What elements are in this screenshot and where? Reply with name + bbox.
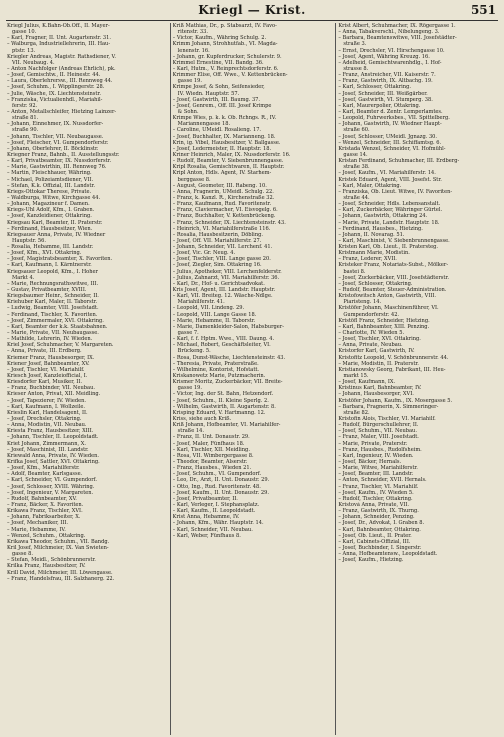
- directory-entry-line: – Josef, Magistratsbeamter, X. Favoriten.: [7, 256, 113, 263]
- directory-entry-line: – Franz, Handelsfrau, III. Salzhanerg. 22.: [7, 575, 115, 582]
- directory-entry-line: – Josef, Tischler, VI. Mariahilf.: [7, 366, 85, 373]
- directory-entry-line: – Karl, Maurerpolier, Ottakring.: [338, 102, 421, 109]
- directory-entry-line: Kriner Heinrich, Maler, IX. Nussdorferstr. 16.: [172, 151, 291, 158]
- directory-entry-line: – Victor, Kaufm., Währing Schulg. 2.: [172, 35, 267, 42]
- directory-entry-line: – Laura, Oberlehrersw., III. Rennweg 44.: [7, 78, 113, 85]
- directory-entry-line: – Michael, Robert, Geschäftsleiter, VI.: [172, 342, 271, 349]
- directory-entry-line: gasse 7.: [177, 330, 199, 337]
- directory-entry-line: – Josef, Zuckerbäcker, VIII. Josefstädterstr.: [338, 274, 449, 281]
- directory-entry-line: – Rudolf, Beamter, V. Siebenbrunnengasse.: [172, 158, 284, 165]
- directory-entry-line: Kristöfl Franz, Schneider, Hietzing.: [338, 317, 430, 324]
- directory-entry-line: ferstr. 92.: [12, 102, 38, 109]
- directory-entry-line: Kriegsauer Leopold, Kfm., I. Hoher: [7, 268, 98, 275]
- directory-entry-line: Kriewald Anna, Private, IV. Wieden.: [7, 452, 100, 459]
- directory-entry-line: – Stefan, K.k. Offizial, III. Landstr.: [7, 182, 95, 189]
- directory-entry-line: – Karl, Schneider, VI. Gumpendorf.: [7, 477, 97, 484]
- directory-entry-line: – Franz, Buchhalter, V. Kettenbrückeng.: [172, 213, 276, 220]
- directory-entry-line: – Franz, k. Kanzl. R., Kirchenstraße 32.: [172, 194, 275, 201]
- directory-entry-line: strasse 8.: [343, 65, 369, 72]
- directory-entry-line: – Rosa, Dunst-Wäsche, Liechtensteinstr. 43.: [172, 354, 286, 361]
- directory-entry-line: – Ernst, Drechsler, VI. Hirschengasse 10.: [338, 47, 445, 54]
- directory-entry-line: straße 44.: [343, 194, 370, 201]
- directory-entry-line: – Josef, Gastwirth, VI. Stumperg. 38.: [338, 96, 433, 103]
- directory-entry-line: – Marie, Rechnungsrathswitwe, III.: [7, 280, 99, 287]
- directory-entry-line: – Anna, Tabakverschl., Nibelungeng. 3.: [338, 29, 440, 36]
- column-3: [336, 23, 501, 735]
- directory-entry-line: – Heinrich, VI. Mariahilferstraße 116.: [172, 225, 271, 232]
- directory-entry-line: Krikawa Franz, Tischler, XVI.: [7, 508, 83, 515]
- directory-entry-line: – Josef, Off. VII. Mariahilferstr. 27.: [172, 237, 262, 244]
- directory-entry-line: – Gustav, Privatbeamter, XVIII.: [7, 287, 87, 294]
- directory-entry-line: – Josef, Ingenieur, V. Margareten.: [7, 489, 94, 496]
- directory-entry-line: Kriegsbaumer Heinr., Schneider, II.: [7, 293, 99, 300]
- directory-entry-line: – Franz, Hausbes., Wieden 21.: [172, 465, 252, 472]
- directory-entry-line: Kristöfer Johann, Maschinenführer, VI.: [338, 305, 439, 312]
- directory-entry-line: – Johann, Gastwirth, Ottakring 24.: [338, 213, 428, 220]
- directory-entry-line: – Franz, Hausbes., Rudolfsheim.: [338, 446, 422, 453]
- directory-entry-line: – Josef, Agent, Währing Kreuzg. 16.: [338, 53, 430, 60]
- directory-entry-line: – Anna, Private, III. Erdberg.: [7, 348, 82, 355]
- directory-entry-line: – Karl, Ingenieur, IV. Wieden.: [338, 452, 414, 459]
- directory-entry-line: – Josef, Fleischer, VI. Gumpendorferstr.: [7, 139, 109, 146]
- directory-entry-line: – Johann, Tischler, II. Leopoldstadt.: [7, 434, 99, 441]
- directory-entry-line: Kriener Josef, Bahnbeamter, XV.: [7, 360, 90, 367]
- directory-entry-line: Kriel Josef, Schuhmacher, V. Margareten.: [7, 342, 114, 349]
- directory-entry-line: – Josef, Privatbeamter, II.: [172, 495, 238, 502]
- directory-entry-line: – Franz, Bäcker, X. Favoriten.: [7, 501, 84, 508]
- directory-entry-line: Krist Albert, Schuhmacher, IX. Rögergasse 1.: [338, 23, 456, 29]
- directory-entry-line: – Leopold, VII. Lindeng. 29.: [172, 305, 245, 312]
- directory-entry-line: – Julius, Zahnarzt, VII. Mariahilferstr. 36.: [172, 274, 280, 281]
- directory-entry-line: – Josef, Ob. Lieut., II. Prater.: [338, 532, 412, 539]
- directory-entry-line: gasse 19.: [177, 78, 202, 85]
- directory-entry-line: markt 15.: [343, 373, 369, 380]
- directory-entry-line: – Franz, Maler, VIII. Josefstadt.: [338, 434, 419, 441]
- directory-entry-line: – Marie, Hebamme, II. Taborstr.: [172, 317, 256, 324]
- directory-entry-line: – Johann, Oberlehrer, II. Böcklinstr.: [7, 145, 99, 152]
- directory-entry-line: – Karl, Zuckerbäcker, Währinger Gürtel.: [338, 207, 443, 214]
- directory-entry-line: – Franziska, Victualienhdl., Mariahil-: [7, 96, 103, 103]
- directory-entry-line: – Victor, Ing. der St. Bahn, Hetzendorf.: [172, 391, 274, 398]
- directory-entry-line: Kriet Johann, Zimmermann, X.: [7, 440, 86, 447]
- directory-entry-line: – Anton, Metallschleifer, Hietzing Lainzer-: [7, 108, 117, 115]
- directory-entry-line: – Franziska, Ob. Lieut. Witwe, IV. Favoriten-: [338, 188, 453, 195]
- directory-entry-line: – Johann, Schneider, Penzing.: [338, 514, 415, 521]
- directory-entry-line: – Martin, Fleischhauer, Währing.: [7, 170, 92, 177]
- directory-entry-line: Kriß Mathias, Dr., p. Stabsarzt, IV. Favo-: [172, 23, 277, 29]
- directory-entry-line: Krilka Franz, Hausbesitzer, IV.: [7, 563, 86, 570]
- directory-entry-line: – Karl, Cabinets-Offizial, III.: [338, 538, 411, 545]
- directory-entry-line: Kriegsauer Anna, Private, IV. Wiedner: [7, 231, 106, 238]
- directory-entry-line: – Anna, Fragnerin, UMeidl. Schulg. 22.: [172, 188, 274, 195]
- directory-entry-line: gasse 10.: [12, 29, 37, 36]
- directory-entry-line: – Wenzel, Schuhm., Ottakring.: [7, 532, 86, 539]
- directory-entry-line: – Leopold, Fuhrwerksbes., VII. Spittelberg.: [338, 115, 450, 122]
- directory-entry-line: – Josef, Kaufm., IV. Wieden 5.: [338, 489, 414, 496]
- directory-entry-line: gasse 8.: [12, 551, 34, 558]
- directory-entry-line: – Karl, Bahnbeamter, Ottakring.: [338, 526, 421, 533]
- directory-entry-line: – Johann, Kfm., Währ. Hauptstr. 14.: [172, 520, 264, 527]
- directory-entry-line: bastei 8.: [343, 268, 366, 275]
- directory-entry-line: – Theodor, Beamter, Alserstr.: [172, 458, 248, 465]
- directory-entry-line: & Sohn.: [177, 108, 199, 115]
- directory-entry-line: Kristöfer Johann, Kaufm., IX. Mosergasse 5.: [338, 397, 453, 404]
- directory-entry-line: – Josef, Schneider, Hdls. Lebensanstalt.: [338, 201, 441, 208]
- directory-entry-line: Kristan Ferdinand, Schuhmacher, III. Erdberg-: [338, 158, 460, 165]
- directory-entry-line: Kristek Eduard, Agent, VIII. Josefst. Str.: [338, 176, 442, 183]
- directory-entry-line: Kristada Wenzel, Schneider, VI. Hofmühl-: [338, 145, 446, 152]
- directory-entry-line: Kriesta Franz, Hausbesitzer, XIII.: [7, 428, 94, 435]
- directory-entry-line: Kriskanowetz Marie, Putzmacherin.: [172, 373, 266, 380]
- directory-entry-line: – Josef, Kfm., XVI. Ottakring.: [7, 250, 82, 257]
- directory-entry-line: – Karl, Verleger, I. Stephansplatz.: [172, 501, 260, 508]
- directory-entry-line: – Karl, Kaufmann, I. Kärntnerstr.: [7, 262, 92, 269]
- directory-entry-line: – Theresia, Private, Praterstraße.: [172, 360, 259, 367]
- directory-entry-line: Kriß Johann, Hofbeamter, VI. Mariahilfer-: [172, 422, 281, 429]
- directory-entry-line: – Karl, Privatbeamter, IX. Nussdorferstr.: [7, 158, 112, 165]
- directory-entry-line: Kriss, siehe auch Kriß.: [172, 416, 232, 422]
- directory-entry-line: – Josef, Tischler, XVI. Ottakring.: [338, 336, 421, 343]
- directory-entry-line: – Wilhelm, Gastwirth, II. Augartenstr. 8.: [172, 403, 276, 410]
- directory-entry-line: – Karl, Schneider, VII. Neubau.: [172, 526, 253, 533]
- directory-entry-line: – Franz, II. Unt. Donaustr. 29.: [172, 434, 250, 441]
- directory-entry-line: – Josef, Maschinist, III. Landstr.: [7, 446, 89, 453]
- directory-entry-line: – Franz, Gastwirth, IX. Thurng.: [338, 508, 419, 515]
- directory-entry-line: – Josef, Schneider, III. Weißgärber.: [338, 90, 428, 97]
- directory-entry-line: – Anna, Private, Neubau.: [338, 342, 403, 349]
- directory-entry-line: – Mathilde, Lehrerin, IV. Wieden.: [7, 336, 93, 343]
- directory-entry-line: Kriegsau Karl, Beamter, II. Praterstr.: [7, 219, 103, 226]
- directory-entry-line: gasse 19.: [177, 385, 202, 392]
- directory-entry-line: – Karl, Weber, Fünfhaus 8.: [172, 532, 241, 539]
- directory-entry-line: Hauptstr. 56.: [12, 237, 46, 244]
- directory-entry-line: Kriegs-Ottokar Therese, Private.: [7, 188, 92, 195]
- directory-entry-line: – Barbara, Beamtenswitwe, VIII. Josefstädter-: [338, 35, 457, 42]
- directory-entry-line: straße 3.: [343, 41, 367, 48]
- directory-entry-line: – Johann, gr. Kupferdrucker, Schulerstr. 9.: [172, 53, 282, 60]
- directory-entry-line: Piaristeng. 14.: [343, 299, 382, 306]
- directory-entry-line: Kriesdorfer Karl, Musiker, II.: [7, 379, 82, 386]
- directory-entry-line: – Julius, Apotheker, VIII. Lerchenfelderstr.: [172, 268, 282, 275]
- directory-entry-line: – Karl, Beamter d. Zentr. Lemperlamtes.: [338, 108, 443, 115]
- directory-entry-line: – Josef, Schuhm., VI. Gumpendorf.: [172, 471, 262, 478]
- directory-entry-line: – Karl, Tischler, XII. Meidling.: [172, 446, 250, 453]
- directory-entry-line: – Josef, Kfm., Mariahilferstr.: [7, 465, 80, 472]
- directory-entry-line: – Franz, Kaufmann, Rud. Favoritenstr.: [172, 201, 272, 208]
- directory-entry-line: straße 38.: [343, 164, 370, 171]
- directory-entry-line: – Karl, Bahnbeamter, XIII. Penzing.: [338, 323, 430, 330]
- directory-entry-line: – Marie, Modistin, II. Praterstr.: [338, 360, 419, 367]
- directory-entry-line: – Josef, Gemischtw., II. Heinestr. 44.: [7, 72, 101, 79]
- directory-entry-line: Krimpe Wies, p. k. k. Ob. Rchngs. R., IV.: [172, 115, 277, 122]
- directory-entry-line: – Johann, II. Novarag. 51.: [338, 231, 405, 238]
- directory-entry-line: – Rudolf, Tischler, Ottakring.: [338, 495, 413, 502]
- directory-entry-line: – Adolf, Beamter, Karlsgasse.: [7, 471, 83, 478]
- directory-entry-line: – Karl, Schlosser, Ottakring.: [338, 84, 411, 91]
- directory-entry-line: – Charlotte, IV. Wieden 5.: [338, 330, 405, 337]
- directory-entry-line: – Johann, Tischler, VII. Neubaugasse.: [7, 133, 104, 140]
- directory-entry-line: – Karl, Maler, Ottakring.: [338, 182, 402, 189]
- directory-entry-line: Krimmel Ernestine, VII. Bandg. 36.: [172, 59, 264, 66]
- directory-entry-line: straße 60.: [343, 127, 370, 134]
- directory-entry-line: Krieser Anton, Privat, XII. Meidling.: [7, 391, 101, 398]
- directory-entry-line: – Josef, Buchhalter, IX. Marianneng. 18.: [172, 133, 276, 140]
- directory-entry-line: – Franz, Lederer, XVII.: [338, 256, 397, 263]
- directory-entry-line: – Josef, Zimmermaler, XVI. Ottakring.: [7, 317, 104, 324]
- directory-entry-line: – Karl, Fragner, II. Unt. Augartenstr. 31.: [7, 35, 112, 42]
- directory-entry-line: – Josef, Schlosser, Ottakring.: [338, 280, 413, 287]
- directory-entry-line: Krill David, Milchmeier, III. Löwengasse.: [7, 569, 113, 576]
- column-2: [171, 23, 337, 735]
- directory-entry-line: – Josef, Ledermeister, II. Hauptstr. 18.: [172, 145, 272, 152]
- directory-entry-line: Krisping Eduard, V. Hartmanng. 12.: [172, 409, 266, 416]
- directory-entry-line: – Karl, Beamter der k.k. Staatsbahnen.: [7, 323, 108, 330]
- directory-entry-line: VII. Neubaug. 4.: [12, 59, 55, 66]
- columns: [5, 23, 501, 735]
- directory-entry-line: – Ferdinand, Tischler, X. Favoriten.: [7, 311, 98, 318]
- directory-entry-line: Kris Josef, Agent, III. Landstr. Hauptstr.: [172, 287, 276, 294]
- directory-entry-line: ptstr. 13.: [12, 47, 36, 54]
- column-1: [5, 23, 171, 735]
- directory-entry-line: IV. Wiedn. Hauptstr. 57.: [177, 90, 240, 97]
- directory-entry-line: – Franz, Schneider, IX. Liechtensteinstr. 43.: [172, 219, 286, 226]
- directory-entry-line: – Josef, Tapezierer, IV. Wieden.: [7, 397, 87, 404]
- directory-entry-line: – Adelheid, Gemischtwarenhdlg., I. Hof-: [338, 59, 442, 66]
- directory-entry-line: gasse 14.: [343, 151, 368, 158]
- directory-entry-line: – Karl, f. f. Hptm. Wwe., VIII. Daung. 4.: [172, 336, 275, 343]
- directory-entry-line: – Wenzel, Schneider, III. Schiffamtsg. 6.: [338, 139, 442, 146]
- directory-entry-line: – Johann, Gastwirth, IV. Wiedner Haupt-: [338, 121, 442, 128]
- directory-entry-line: – Josef, Genrem., Off. III. Josef Krimpe: [172, 102, 272, 109]
- directory-entry-line: straße 82.: [343, 409, 370, 416]
- directory-entry-line: – Josef, Maler, Fünfhaus 18.: [172, 440, 245, 447]
- directory-entry-line: – Franz, Buchbinder, VII. Neubau.: [7, 385, 95, 392]
- header-rule: [6, 20, 498, 21]
- directory-entry-line: Kriegl Julius, K.Bahn-Ob.Off., II. Mayer-: [7, 23, 110, 29]
- directory-entry-line: Krikawa Theodor, Schuhm., VII. Bandg.: [7, 538, 110, 545]
- directory-entry-line: Kripl Anton, Hdls. Agent, IV. Starhem-: [172, 170, 272, 177]
- directory-entry-line: Krismer Moritz, Zuckerbäcker, VII. Breite-: [172, 379, 283, 386]
- directory-entry-line: – Josef, Schuhm., VII. Neubau.: [338, 428, 417, 435]
- directory-entry-line: – Franz, Claviermacher, VI. Eisvogelg. 6.: [172, 207, 278, 214]
- directory-entry-line: – Josef, Buchbinder, I. Singerstr.: [338, 544, 422, 551]
- directory-entry-line: – Walburga, Industriellehrerin, III. Hau-: [7, 41, 111, 48]
- directory-entry-line: straße 81.: [12, 115, 39, 122]
- directory-entry-line: – Josef, Kaufm., VI. Mariahilferstr. 14.: [338, 170, 436, 177]
- directory-entry-line: – Josef, Dr., Advokat, I. Graben 8.: [338, 520, 425, 527]
- directory-entry-line: Krimmer Elise, Off. Wwe., V. Kettenbrücken-: [172, 72, 288, 79]
- directory-entry-line: Kristofitz Leopold, V. Schönbrunnerstr. 44.: [338, 354, 449, 361]
- directory-entry-line: – Marie, Private, VII. Neubaugasse.: [7, 330, 99, 337]
- directory-entry-line: – Marie, Private, Praterstr.: [338, 440, 408, 447]
- directory-entry-line: lenenstr. 16.: [177, 47, 210, 54]
- directory-entry-line: – Josef, Schuhm., I. Wipplingerstr. 28.: [7, 84, 105, 91]
- directory-entry-line: – Julie, Wäsche, IX. Liechtensteinstr.: [7, 90, 101, 97]
- directory-entry-line: – Josef, Schuhm., II. Kleine Sperlg. 2.: [172, 397, 269, 404]
- directory-entry-line: – Karl, Kaufm., II. Leopoldstadt.: [172, 508, 256, 515]
- directory-entry-line: Krimpe Josef, & Sohn, Seifensieder,: [172, 84, 265, 91]
- directory-entry-line: Krifka Josef, Sattler, XVI. Ottakring.: [7, 458, 100, 465]
- directory-entry-line: – Anna, Modistin, VII. Neubau.: [7, 422, 87, 429]
- directory-entry-line: Kristen Karl, Ob. Lieut., II. Pratersteg.: [338, 244, 439, 251]
- directory-entry-line: Kristorfer Karl, Gastwirth, IV.: [338, 348, 415, 355]
- directory-entry-line: Krist Anna, Hebamme, IV.: [172, 514, 240, 521]
- directory-entry-line: – Josef, Schlosser, UMeidl. Jgnazg. 30.: [338, 133, 438, 140]
- directory-entry-line: Kriegler Andreas, Magistr. Rathsdiener, V.: [7, 53, 116, 60]
- directory-entry-line: – Wilhelmine, Kontorist, Hofstatt.: [172, 366, 260, 373]
- directory-entry-line: – Leo, Dr., Arzt, II. Unt. Donaustr. 29.: [172, 477, 270, 484]
- directory-entry-line: Krieslin Karl, Handelsagent, II.: [7, 409, 88, 416]
- directory-entry-line: – Ferdinand, Hausbes., Hietzing.: [338, 225, 423, 232]
- directory-entry-line: Kriemer Franz, Hausbesorger, IX.: [7, 354, 95, 361]
- directory-entry-line: Gumpendorferstr. 42.: [343, 311, 400, 318]
- directory-entry-line: Kriegner Franz, Bahnb., II. Ausstellungsstr.: [7, 151, 120, 158]
- directory-entry-line: Krin, ig. Vibel, Hausbesitzer, V. Ballgasse.: [172, 139, 281, 146]
- directory-entry-line: – Josef, Kaufmann, IX.: [338, 379, 396, 386]
- directory-entry-line: – Marie, Gastwirthin, III. Rennweg 76.: [7, 164, 107, 171]
- directory-entry-line: – Anton Nachfolger (Andreas Ehrlich), pk.: [7, 65, 116, 72]
- directory-entry-line: – Rosalia, Hausbesitzerin, Döbling.: [172, 231, 263, 238]
- directory-entry-line: ritenstr. 33.: [177, 29, 208, 36]
- directory-entry-line: – Josef, Ziegler, Sim. Ottakring 16.: [172, 262, 262, 269]
- directory-entry-line: – Franz, Anstreicher, VII. Kaiserstr. 7.: [338, 72, 436, 79]
- directory-entry-line: Kriesch Josef, Kanzleiofficial, I.: [7, 373, 88, 380]
- directory-entry-line: berggasse 8.: [177, 176, 211, 183]
- directory-entry-line: – Josef, Kaufm., Hietzing.: [338, 557, 404, 564]
- directory-entry-line: – Johann, Einnehmer, IX. Nussdorfer-: [7, 121, 104, 128]
- directory-entry-line: – Josef, Kaufm., II. Unt. Donaustr. 29.: [172, 489, 269, 496]
- directory-entry-line: – Josef, Tischler, VIII. Lange gasse 20.: [172, 256, 271, 263]
- directory-entry-line: – Josef, Drechsler, Ottakring.: [7, 416, 82, 422]
- directory-entry-line: Krimm Johann, Strohhutfab., VI. Magda-: [172, 41, 278, 48]
- directory-entry-line: – Franz, Gastwirth, IX. Altbachg. 19.: [338, 78, 433, 85]
- directory-entry-line: – Johann, Hausbesorger, XVI.: [338, 391, 414, 398]
- directory-entry-line: – Franz, Tischler, VI. Mariahilf.: [338, 483, 419, 490]
- directory-entry-line: Kristofin Alois, Tischler, VI. Mariahilf.: [338, 416, 436, 422]
- directory-entry-line: – Rosalia, Hebamme, III. Landstr.: [7, 244, 94, 251]
- directory-entry-line: Kristmann Marie, Modistin.: [338, 250, 410, 257]
- directory-entry-line: – Marie, Witwe, Mariahilferstr.: [338, 465, 418, 472]
- directory-entry-line: – Rosa, VII. Wimbergergasse 8.: [172, 452, 254, 459]
- directory-entry-line: – Rudolf, Bürgerschullehrer, II.: [338, 422, 419, 429]
- directory-entry-line: – Leopold, VIII. Lange Gasse 18.: [172, 311, 257, 318]
- directory-entry-line: Kripl Rosalia, Gemischtwaren, II. Hauptstr.: [172, 164, 285, 171]
- directory-entry-line: Kriehuber Karl, Maler, II. Taborstr.: [7, 299, 98, 306]
- directory-entry-line: – Josef, Bäcker, Hernals.: [338, 458, 402, 465]
- page-header: [6, 3, 498, 19]
- directory-entry-line: – Michael, Polizeiamtsdiener, VII.: [7, 176, 94, 183]
- directory-entry-line: – Johann, Schneider, VII. Lerchenf. 41.: [172, 244, 273, 251]
- directory-entry-line: – Anna, Hofbeamtensw., Leopoldstadt.: [338, 551, 438, 558]
- directory-entry-line: – Rudolf, Bahnbeamter, XV.: [7, 495, 77, 502]
- directory-entry-line: Kril Josef, Milchmeier, IX. Van Swieten-: [7, 544, 109, 551]
- directory-entry-line: – Marie, Hebamme, IV.: [7, 526, 66, 533]
- running-title: Kriegl — Krist.: [198, 3, 306, 17]
- directory-entry-line: straße 14.: [177, 428, 204, 435]
- page-number: 551: [470, 3, 496, 17]
- directory-entry-line: – Rudolf, Beamter, Steuer-Administration.: [338, 287, 447, 294]
- directory-entry-line: – Karl, VII. Breiteg. 12. Wäsche-Ndlge.: [172, 293, 273, 300]
- directory-entry-line: Mariahilferstr. 41.: [177, 299, 225, 306]
- directory-entry-line: Kristová Anna, Private, VII.: [338, 501, 410, 508]
- directory-entry-line: – Josef, Beamter, III. Landstr.: [338, 471, 414, 478]
- directory-entry-line: – Otto, Ing., Rud. Favoritenstr. 48.: [172, 483, 261, 490]
- directory-entry-line: Brückeng. 5.: [177, 348, 211, 355]
- directory-entry-line: – Marie, Private, Landstr. Hauptstr. 18.: [338, 219, 440, 226]
- directory-entry-line: – Karl, Hutm., V. Reinprechtsdorferstr. 6.: [172, 65, 279, 72]
- directory-entry-line: Kriegs-Uhl Adolf, Kfm., I. Graben.: [7, 207, 95, 214]
- directory-entry-line: – Ludwig, Beamter, VIII. Josefstadt.: [7, 305, 99, 312]
- directory-entry-line: – Anton, Schneider, XVII. Hernals.: [338, 477, 427, 484]
- directory-entry-line: Markt 4.: [12, 274, 35, 281]
- directory-entry-line: Mariannengasse 18.: [177, 121, 231, 128]
- directory-entry-line: – Josef, Mechaniker, III.: [7, 520, 69, 527]
- directory-entry-line: Kristinus Karl, Bahnbeamter, IV.: [338, 385, 422, 392]
- directory-entry-line: Kristofowitsch Anton, Gastwirth, VIII.: [338, 293, 436, 300]
- directory-entry-line: – Josef, Gastwirth, III. Baumg. 37.: [172, 96, 261, 103]
- directory-entry-line: – Karl, Kaufmann, I. Wollzeile.: [7, 403, 86, 410]
- directory-entry-line: – Josef, Kanzleidiener, Ottakring.: [7, 213, 92, 220]
- directory-entry-line: Kristianowsky Georg, Fabrikant, III. Heu-: [338, 366, 446, 373]
- directory-entry-line: – August, Geometer, III. Rabeng. 10.: [172, 182, 267, 189]
- directory-entry-line: – Josef, Vic. Gr. Neug. 4.: [172, 250, 236, 257]
- directory-entry-line: – Josef, Schlosser, XVIII. Währing.: [7, 483, 95, 490]
- directory-entry-line: Kristeker Franz, Notariats-Subst., Mölker-: [338, 262, 449, 269]
- directory-entry-line: – Karl, Maschinist, V. Siebenbrunnengasse.: [338, 237, 450, 244]
- directory-entry-line: – Waldburga, Witwe, Kirchgasse 44.: [7, 194, 101, 201]
- directory-entry-line: – Karl, Dr., Hof- u. Gerichtsadvokat.: [172, 280, 265, 287]
- directory-entry-line: – Caroline, UMeidl. Rosalieng. 17.: [172, 127, 262, 134]
- directory-entry-line: – Stefan, Meidl., Schönbrunnerstr.: [7, 557, 96, 564]
- directory-entry-line: straße 90.: [12, 127, 39, 134]
- directory-entry-line: – Marie, Damenkleider-Salon, Habsburger-: [172, 323, 284, 330]
- directory-entry-line: – Johann, Fabriksarbeiter, X.: [7, 514, 81, 521]
- directory-entry-line: – Ferdinand, Hausbesitzer, Wien.: [7, 225, 93, 232]
- directory-entry-line: – Johann, Magazineur f. Damen.: [7, 201, 90, 208]
- directory-entry-line: – Barbara, Fragnerin, X. Simmeringer-: [338, 403, 439, 410]
